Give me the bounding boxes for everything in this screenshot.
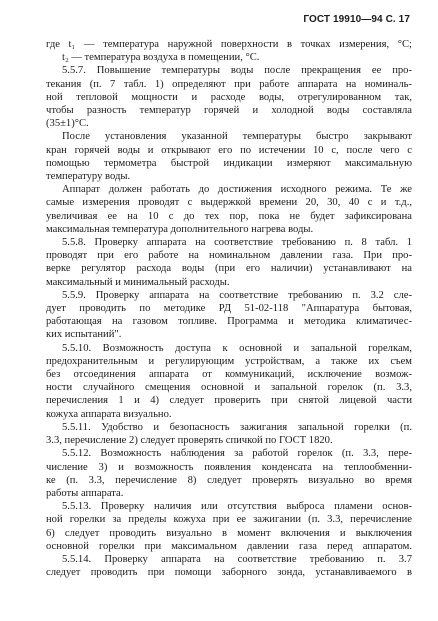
text-line: 5.5.7. Повышение температуры воды после прекращения ее про- xyxy=(62,65,412,77)
text-line: После установления указанной температуры быстро закрывают xyxy=(62,131,412,143)
text-line: 5.5.12. Возможность наблюдения за работой горелок (п. 3.3, пере- xyxy=(62,448,412,460)
text-line: 5.5.10. Возможность доступа к основной и запальной горелкам, xyxy=(62,342,412,354)
text-line: проводят при его работе на номинальном давлении газа. При про- xyxy=(46,250,412,262)
text-line: ких испытаний". xyxy=(46,329,122,341)
text-line: температуру воды. xyxy=(46,171,131,183)
text-line: работы аппарата. xyxy=(46,487,124,499)
text-line: верке регулятор расхода воды (при его наличии) устанавливают на xyxy=(46,263,412,275)
text-line: без отсоединения аппарата от коммуникаций, исключение возмож- xyxy=(46,369,412,381)
text-line: основной горелки при максимальном давлении газа перед аппаратом. xyxy=(46,540,412,552)
text-line: работающая на газовом топливе. Программа и методика климатичес- xyxy=(46,316,412,328)
text-line: кран горячей воды и открывают его по истечении 10 с, после чего с xyxy=(46,144,412,156)
text-line: следует проводить при помощи заборного зонда, устанавливаемого в xyxy=(46,567,412,579)
text-line: 5.5.14. Проверку аппарата на соответствие требованию п. 3.7 xyxy=(62,553,412,565)
text-line: где t₁ — температура наружной поверхности в точках измерения, °С; xyxy=(46,39,412,50)
text-line: Аппарат должен работать до достижения исходного режима. Те же xyxy=(62,184,412,196)
text-line: ной горелки за пределы кожуха при ее зажигании (п. 3.3, перечисление xyxy=(46,514,412,526)
text-line: (35±1)°С. xyxy=(46,118,89,130)
text-line: 3.3, перечисление 2) следует проверять спичкой по ГОСТ 1820. xyxy=(46,435,333,447)
text-line: ной тепловой мощности и расходе воды, отрегулированном так, xyxy=(46,91,412,103)
text-line: чтобы разность температур горячей и холодной воды составляла xyxy=(46,105,412,117)
page-header: ГОСТ 19910—94 С. 17 xyxy=(303,14,410,25)
text-line: числение 3) и возможность появления конденсата на теплообменни- xyxy=(46,461,412,473)
text-line: 5.5.13. Проверку наличия или отсутствия выброса пламени основ- xyxy=(62,501,412,513)
text-line: предохранительным и регулирующим устройствам, а также их съем xyxy=(46,355,412,367)
document-body xyxy=(46,38,412,579)
text-line: дует проводить по методике РД 51-02-118 "Аппаратура бытовая, xyxy=(46,303,412,315)
text-line: самые измерения проводят с выдержкой времени 20, 30, 40 с и т.д., xyxy=(46,197,412,209)
text-line: текания (п. 7 табл. 1) определяют при работе аппарата на номиналь- xyxy=(46,78,412,90)
text-line: ности случайного смещения основной и запальной горелок (п. 3.3, xyxy=(46,382,412,394)
text-line: 5.5.8. Проверку аппарата на соответствие требованию п. 8 табл. 1 xyxy=(62,237,412,249)
text-line: 6) следует проводить визуально в момент включения и выключения xyxy=(46,527,412,539)
text-line: максимальный и минимальный расходы. xyxy=(46,276,230,288)
text-line: 5.5.11. Удобство и безопасность зажигания запальной горелки (п. xyxy=(62,421,412,433)
text-line: 5.5.9. Проверку аппарата на соответствие требованию п. 3.2 сле- xyxy=(62,289,412,301)
text-line: кожуха аппарата визуально. xyxy=(46,408,172,420)
text-line: максимальная температура дополнительного нагрева воды. xyxy=(46,223,314,235)
text-line: t₂ — температура воздуха в помещении, °С. xyxy=(62,52,260,64)
text-line: перечисления 1 и 4) следует проверить при снятой лицевой части xyxy=(46,395,412,407)
text-line: ке (п. 3.3, перечисление 8) следует проверять визуально во время xyxy=(46,474,412,486)
text-line: помощью термометра быстрой индикации измеряют максимальную xyxy=(46,157,412,169)
text-line: увеличивая ее на 10 с до тех пор, пока не будет зафиксирована xyxy=(46,210,412,222)
